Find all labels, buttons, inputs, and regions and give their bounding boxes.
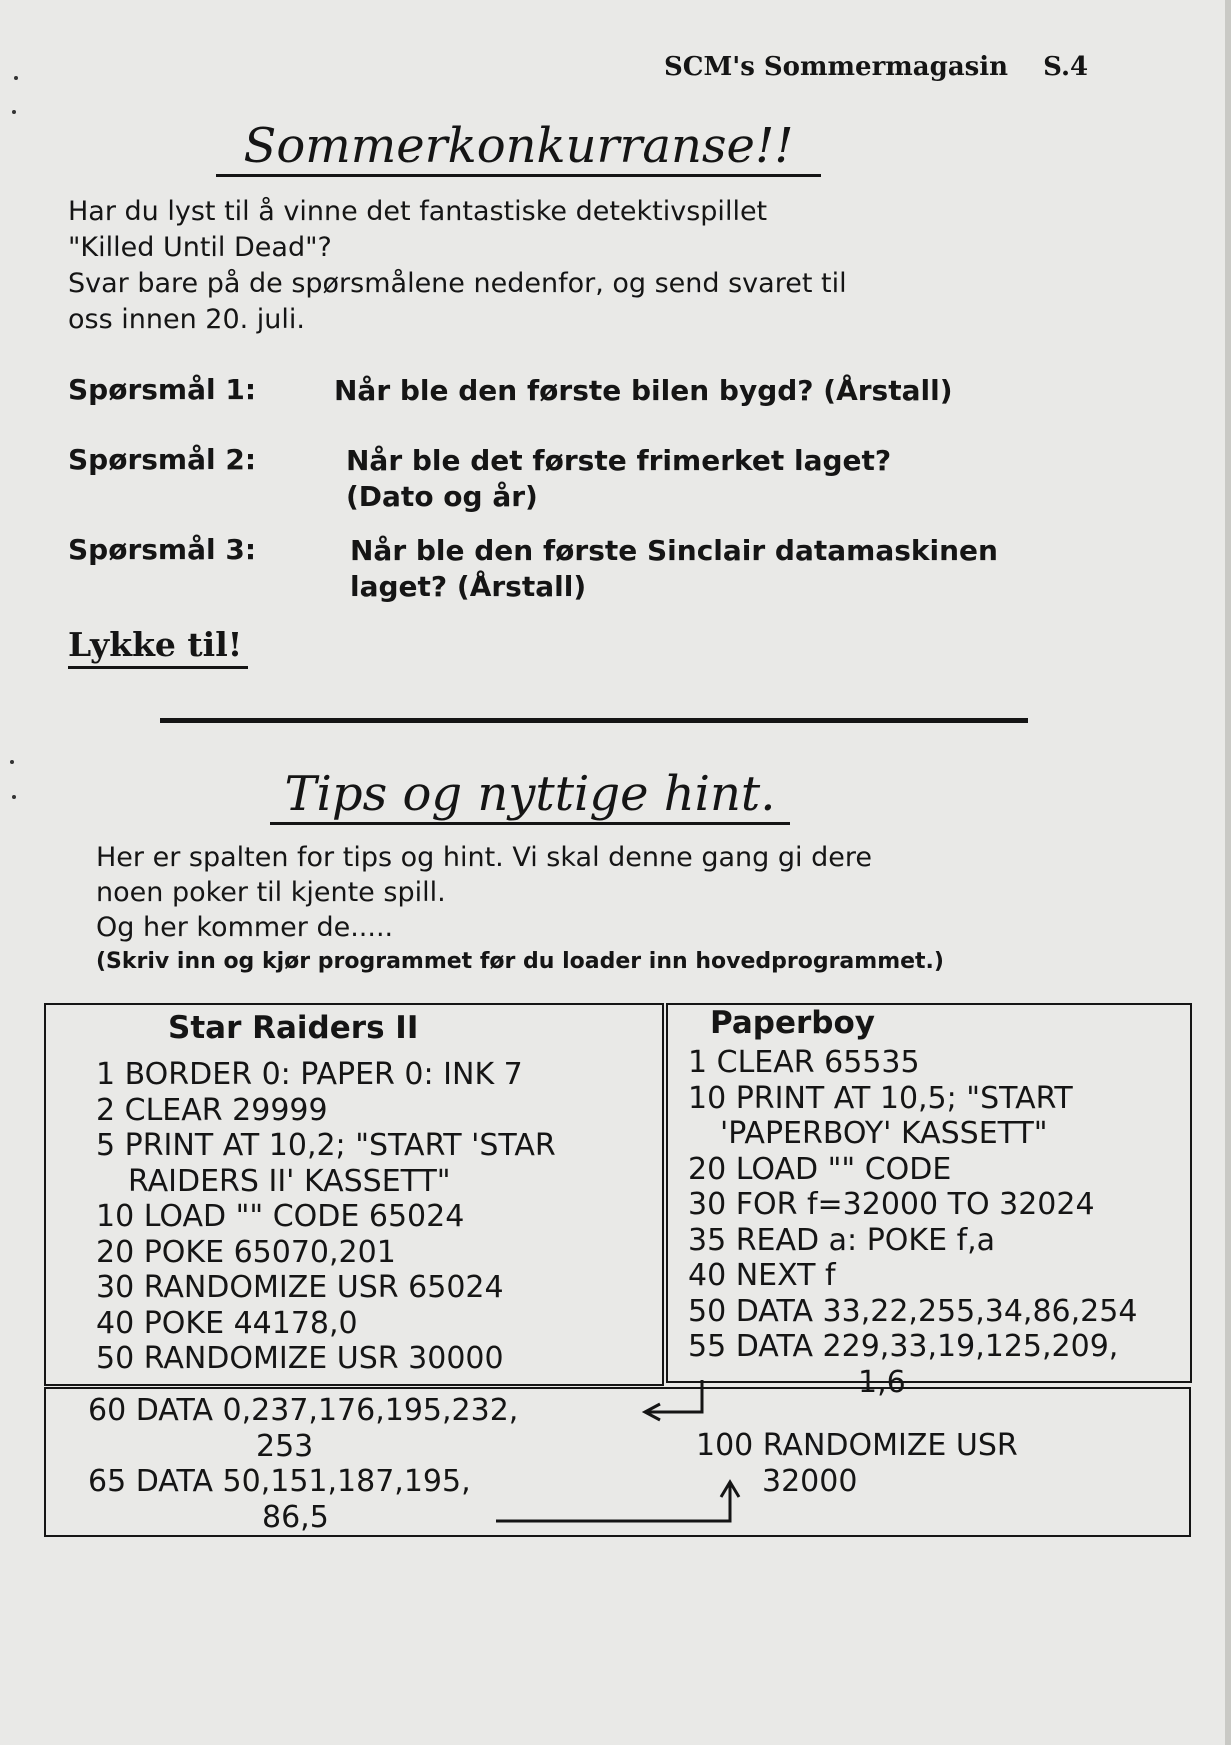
code-line: 40 POKE 44178,0 [96, 1305, 358, 1341]
paperboy-title: Paperboy [710, 1005, 876, 1041]
code-line: 253 [256, 1428, 314, 1464]
question-line: Når ble det første frimerket laget? [346, 444, 892, 477]
question-3-label: Spørsmål 3: [68, 533, 257, 566]
tips-line: Her er spalten for tips og hint. Vi skal denne gang gi dere [96, 842, 872, 873]
code-line: 50 RANDOMIZE USR 30000 [96, 1341, 504, 1376]
tips-title: Tips og nyttige hint. [270, 766, 790, 825]
code-line: 'PAPERBOY' KASSETT" [720, 1116, 1048, 1151]
intro-line: "Killed Until Dead"? [68, 232, 332, 263]
question-line: Når ble den første bilen bygd? (Årstall) [334, 374, 953, 407]
code-line: 10 LOAD "" CODE 65024 [96, 1199, 465, 1234]
code-line: RAIDERS II' KASSETT" [128, 1163, 451, 1199]
question-line: (Dato og år) [346, 480, 538, 513]
intro-line: Har du lyst til å vinne det fantastiske detektivspillet [68, 196, 768, 227]
code-line: 30 FOR f=32000 TO 32024 [688, 1187, 1095, 1222]
code-line: 5 PRINT AT 10,2; "START 'STAR [96, 1128, 556, 1163]
good-luck-text: Lykke til! [68, 624, 248, 669]
left-turn-arrow-icon [645, 1380, 702, 1420]
magazine-name: SCM's Sommermagasin [664, 52, 1009, 82]
intro-line: oss innen 20. juli. [68, 304, 305, 335]
code-line: 30 RANDOMIZE USR 65024 [96, 1270, 504, 1305]
code-line: 1 CLEAR 65535 [688, 1045, 920, 1080]
code-line: 40 NEXT f [688, 1258, 836, 1293]
star-raiders-title: Star Raiders II [168, 1010, 419, 1046]
code-line: 1 BORDER 0: PAPER 0: INK 7 [96, 1057, 523, 1092]
tips-line: noen poker til kjente spill. [96, 877, 446, 908]
question-2-label: Spørsmål 2: [68, 443, 257, 476]
code-line: 20 POKE 65070,201 [96, 1234, 396, 1270]
code-line: 20 LOAD "" CODE [688, 1151, 952, 1187]
code-line: 60 DATA 0,237,176,195,232, [88, 1393, 519, 1428]
code-line: 35 READ a: POKE f,a [688, 1222, 996, 1258]
code-line: 32000 [762, 1463, 858, 1499]
contest-title: Sommerkonkurranse!! [216, 118, 821, 177]
code-line: 50 DATA 33,22,255,34,86,254 [688, 1293, 1138, 1329]
question-line: Når ble den første Sinclair datamaskinen [350, 534, 998, 567]
code-line: 55 DATA 229,33,19,125,209, [688, 1329, 1119, 1364]
page-number: S.4 [1043, 52, 1089, 82]
code-line: 10 PRINT AT 10,5; "START [688, 1080, 1073, 1116]
question-line: laget? (Årstall) [350, 570, 587, 603]
tips-note: (Skriv inn og kjør programmet før du loader inn hovedprogrammet.) [96, 949, 944, 974]
code-line: 86,5 [262, 1499, 329, 1535]
code-line: 65 DATA 50,151,187,195, [88, 1464, 471, 1499]
code-line: 2 CLEAR 29999 [96, 1092, 328, 1128]
question-1-label: Spørsmål 1: [68, 373, 257, 406]
code-line: 1,6 [858, 1364, 906, 1400]
code-line: 100 RANDOMIZE USR [696, 1428, 1018, 1463]
tips-line: Og her kommer de..... [96, 912, 394, 943]
intro-line: Svar bare på de spørsmålene nedenfor, og send svaret til [68, 268, 847, 299]
up-arrow-icon [496, 1482, 739, 1521]
